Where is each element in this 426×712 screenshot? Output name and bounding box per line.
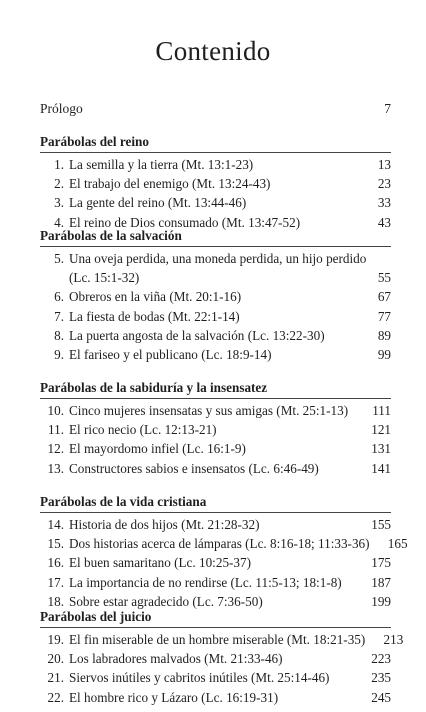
entry-page: 111 [372,403,391,418]
entry-number: 13. [47,460,64,476]
section-reino [40,132,391,232]
section-divider [40,246,391,247]
entry-text: El rico necio (Lc. 12:13-21) [69,422,217,438]
entry-text: El fariseo y el publicano (Lc. 18:9-14) [69,347,272,363]
prologue-entry [40,101,391,117]
entry-text: La gente del reino (Mt. 13:44-46) [69,195,247,211]
entry-page: 23 [377,176,391,192]
entry-number: 1. [54,157,64,172]
section-vida-cristiana [40,492,408,611]
toc-entry [40,401,391,420]
toc-entry-continued [40,268,391,287]
entry-number: 5. [54,251,64,266]
entry-number: 2. [54,176,64,192]
entry-text: Sobre estar agradecido (Lc. 7:36-50) [69,593,263,609]
entry-page: 175 [371,555,391,571]
entry-page: 89 [377,327,391,343]
entry-page: 141 [371,460,391,476]
entry-number: 10. [47,403,64,418]
toc-entry [40,515,391,534]
toc-entry [40,668,391,687]
entry-text: El reino de Dios consumado (Mt. 13:47-52) [69,214,301,230]
section-title: Parábolas de la sabiduría y la insensatez [40,380,268,395]
toc-entry [40,193,391,212]
entry-number: 17. [47,574,64,590]
entry-number: 12. [47,441,64,457]
toc-entry [40,249,391,268]
entry-text: Constructores sabios e insensatos (Lc. 6:46-49) [69,460,319,476]
section-salvacion [40,226,391,364]
entry-text: El fin miserable de un hombre miserable (Mt. 18:21-35) [69,632,366,647]
section-divider [40,398,391,399]
toc-entry [40,534,408,553]
entry-number: 11. [48,422,64,438]
entry-page: 155 [371,517,391,532]
entry-number: 8. [54,327,64,343]
page-title: Contenido [155,36,271,66]
entry-number: 7. [54,308,64,324]
toc-entry [40,688,391,707]
toc-entry [40,155,391,174]
entry-page: 223 [371,651,391,667]
prologue-label: Prólogo [40,101,83,116]
entry-text: El hombre rico y Lázaro (Lc. 16:19-31) [69,689,279,705]
section-sabiduria [40,378,391,478]
entry-text: Dos historias acerca de lámparas (Lc. 8:16-18; 11:33-36) [69,536,370,552]
entry-number: 21. [47,670,64,686]
entry-text: El mayordomo infiel (Lc. 16:1-9) [69,441,246,457]
entry-number: 16. [47,555,64,571]
entry-number: 15. [47,536,64,552]
section-divider [40,512,391,513]
entry-page: 99 [377,347,391,363]
prologue-page: 7 [384,101,391,116]
toc-entry [40,307,391,326]
entry-text: Siervos inútiles y cabritos inútiles (Mt. 25:14-46) [69,670,330,686]
entry-number: 4. [54,214,64,230]
entry-number: 20. [47,651,64,667]
entry-page: 131 [371,441,391,457]
entry-number: 14. [47,517,64,532]
section-divider [40,152,391,153]
entry-text-continued: (Lc. 15:1-32) [69,270,140,286]
toc-entry [40,326,391,345]
entry-number: 6. [54,289,64,305]
entry-text: Historia de dos hijos (Mt. 21:28-32) [69,517,260,532]
entry-text: La puerta angosta de la salvación (Lc. 13:22-30) [69,327,325,343]
section-title: Parábolas del reino [40,134,149,149]
entry-text: La fiesta de bodas (Mt. 22:1-14) [69,308,240,324]
toc-entry [40,420,391,439]
toc-entry [40,174,391,193]
entry-text: Una oveja perdida, una moneda perdida, un hijo perdido [69,251,367,266]
entry-page: 199 [371,593,391,609]
entry-page: 213 [383,632,404,647]
entry-number: 3. [54,195,64,211]
entry-page: 13 [377,157,391,172]
entry-number: 19. [47,632,64,647]
entry-text: El trabajo del enemigo (Mt. 13:24-43) [69,176,271,192]
entry-page: 33 [377,195,391,211]
entry-text: Cinco mujeres insensatas y sus amigas (Mt. 25:1-13) [69,403,349,418]
entry-text: El buen samaritano (Lc. 10:25-37) [69,555,252,571]
entry-page: 67 [377,289,391,305]
entry-text: Los labradores malvados (Mt. 21:33-46) [69,651,283,667]
entry-text: Obreros en la viña (Mt. 20:1-16) [69,289,242,305]
entry-number: 18. [47,593,64,609]
toc-entry [40,573,391,592]
entry-page: 55 [377,270,391,286]
entry-page: 77 [377,308,391,324]
toc-entry [40,439,391,458]
entry-page: 235 [371,670,391,686]
entry-page: 165 [387,536,408,552]
section-divider [40,627,391,628]
entry-number: 9. [54,347,64,363]
toc-entry [40,553,391,572]
section-title: Parábolas de la vida cristiana [40,494,207,509]
entry-page: 121 [371,422,391,438]
entry-text: La importancia de no rendirse (Lc. 11:5-13; 18:1-8) [69,574,342,590]
section-title: Parábolas del juicio [40,609,152,624]
entry-page: 245 [371,689,391,705]
toc-entry [40,630,404,649]
entry-page: 187 [371,574,391,590]
entry-number: 22. [47,689,64,705]
section-title: Parábolas de la salvación [40,228,182,243]
section-juicio [40,607,404,707]
toc-entry [40,459,391,478]
toc-entry [40,649,391,668]
toc-entry [40,287,391,306]
entry-text: La semilla y la tierra (Mt. 13:1-23) [69,157,254,172]
entry-page: 43 [377,214,391,230]
toc-entry [40,345,391,364]
